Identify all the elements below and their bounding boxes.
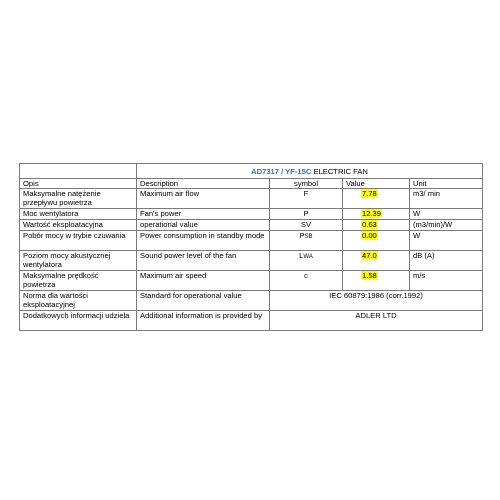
row-description: Maximum air flow xyxy=(137,189,270,209)
title-row xyxy=(20,164,483,179)
row-value: 12.39 xyxy=(362,209,382,218)
row-value: 7.78 xyxy=(362,189,377,198)
row-value-cell xyxy=(343,251,410,271)
table-row xyxy=(20,271,483,291)
title-name: ELECTRIC FAN xyxy=(313,166,368,176)
header-row xyxy=(20,179,483,189)
row-opis: Norma dla wartości eksploatacyjnej xyxy=(20,291,137,311)
row-description: Standard for operational value xyxy=(137,291,270,311)
title-model: AD7317 / YF-15C xyxy=(251,166,312,176)
row-merged-value: IEC 60879:1986 (corr.1992) xyxy=(270,291,483,311)
row-symbol-sub: WA xyxy=(303,254,313,260)
row-description: Additional information is provided by xyxy=(137,311,270,331)
table-row xyxy=(20,311,483,331)
row-symbol: P xyxy=(270,209,343,220)
table-row xyxy=(20,251,483,271)
row-value-cell xyxy=(343,189,410,209)
row-value-cell xyxy=(343,220,410,231)
row-opis: Dodatkowych informacji udziela xyxy=(20,311,137,331)
row-unit: W xyxy=(410,231,483,251)
row-opis: Wartość eksploatacyjna xyxy=(20,220,137,231)
row-symbol: SV xyxy=(270,220,343,231)
table-title xyxy=(137,164,483,179)
row-value: 0.00 xyxy=(362,231,377,240)
row-description: Maximum air speed xyxy=(137,271,270,291)
row-opis: Moc wentylatora xyxy=(20,209,137,220)
row-unit: (m3/min)/W xyxy=(410,220,483,231)
row-symbol-cell xyxy=(270,231,343,251)
row-value: 47.0 xyxy=(362,251,377,260)
title-empty-cell xyxy=(20,164,137,179)
row-symbol: P xyxy=(299,231,305,240)
row-opis: Maksymalne natężenie przepływu powietrza xyxy=(20,189,137,209)
header-unit: Unit xyxy=(410,179,483,189)
row-description: Fan's power xyxy=(137,209,270,220)
row-description: operational value xyxy=(137,220,270,231)
row-unit: dB (A) xyxy=(410,251,483,271)
row-merged-value: ADLER LTD xyxy=(270,311,483,331)
table-row xyxy=(20,291,483,311)
table-row xyxy=(20,189,483,209)
row-unit: W xyxy=(410,209,483,220)
row-value: 0.63 xyxy=(362,220,377,229)
row-symbol-cell xyxy=(270,251,343,271)
row-symbol: c xyxy=(270,271,343,291)
table-row xyxy=(20,209,483,220)
row-opis: Maksymalne prędkość powietrza xyxy=(20,271,137,291)
row-value: 1.58 xyxy=(362,271,377,280)
header-opis: Opis xyxy=(20,179,137,189)
table-row xyxy=(20,220,483,231)
row-symbol: F xyxy=(270,189,343,209)
row-symbol-sub: SB xyxy=(304,234,313,240)
table-row xyxy=(20,231,483,251)
row-unit: m3/ min xyxy=(410,189,483,209)
row-opis: Pobór mocy w trybie czuwania xyxy=(20,231,137,251)
header-description: Description xyxy=(137,179,270,189)
header-symbol: symbol xyxy=(270,179,343,189)
row-value-cell xyxy=(343,231,410,251)
spec-table xyxy=(19,163,483,331)
row-unit: m/s xyxy=(410,271,483,291)
row-value-cell xyxy=(343,209,410,220)
row-opis: Poziom mocy akustycznej wentylatora xyxy=(20,251,137,271)
header-value: Value xyxy=(343,179,410,189)
row-description: Sound power level of the fan xyxy=(137,251,270,271)
row-value-cell xyxy=(343,271,410,291)
row-symbol: L xyxy=(299,251,304,260)
row-description: Power consumption in standby mode xyxy=(137,231,270,251)
